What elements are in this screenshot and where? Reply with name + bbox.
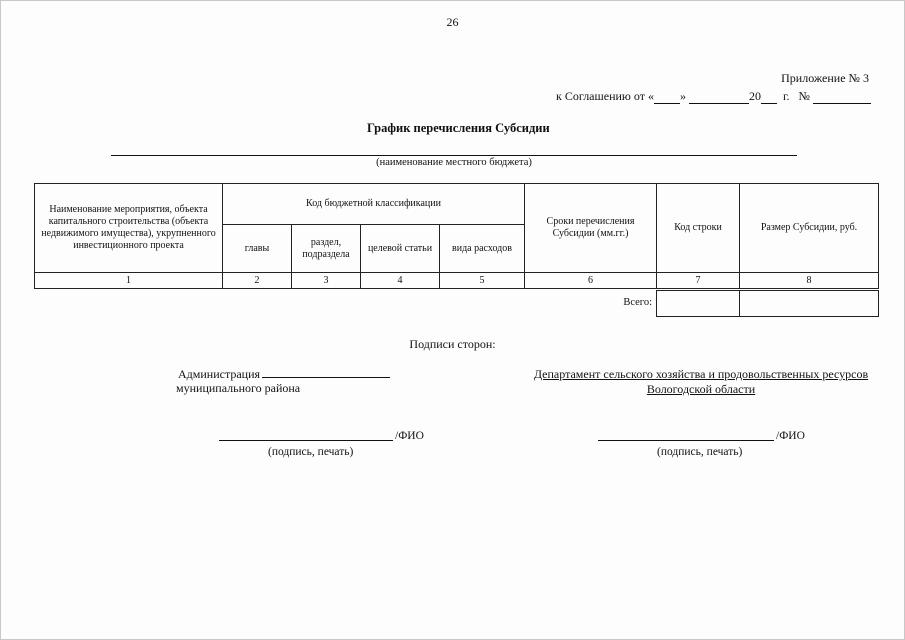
year-blank bbox=[761, 91, 777, 104]
page-number: 26 bbox=[446, 15, 459, 29]
header-event-name: Наименование мероприятия, объекта капитального строительства (объекта недвижимого имущества), укрупненного инвестиционного проекта bbox=[35, 184, 223, 273]
right-org-name: Департамент сельского хозяйства и продовольственных ресурсов Вологодской области bbox=[533, 367, 869, 396]
column-number: 5 bbox=[440, 273, 525, 289]
column-number: 3 bbox=[292, 273, 361, 289]
total-amount-cell bbox=[740, 291, 879, 317]
left-org-line1: Администрация bbox=[178, 367, 261, 381]
column-number: 7 bbox=[657, 273, 740, 289]
header-transfer-terms: Сроки перечисления Субсидии (мм.гг.) bbox=[525, 184, 657, 273]
left-signature-line bbox=[219, 440, 393, 441]
column-number-row bbox=[35, 273, 879, 289]
year-prefix: 20 bbox=[748, 89, 761, 103]
left-org-line2: муниципального района bbox=[176, 381, 301, 395]
left-signature-caption: (подпись, печать) bbox=[268, 446, 354, 458]
quote-close: » bbox=[679, 89, 686, 103]
schedule-table bbox=[34, 183, 879, 289]
signatures-title: Подписи сторон: bbox=[409, 337, 496, 351]
header-section: раздел, подраздела bbox=[292, 225, 361, 273]
number-sign: № bbox=[798, 89, 810, 103]
agreement-reference bbox=[556, 89, 871, 104]
header-subsidy-amount: Размер Субсидии, руб. bbox=[740, 184, 879, 273]
budget-name-caption: (наименование местного бюджета) bbox=[376, 157, 532, 168]
header-row-code: Код строки bbox=[657, 184, 740, 273]
header-expense-type: вида расходов bbox=[440, 225, 525, 273]
right-signature-line bbox=[598, 440, 774, 441]
agreement-prefix: к Соглашению от « bbox=[556, 89, 654, 103]
left-org-name-line bbox=[262, 377, 390, 378]
right-signature-caption: (подпись, печать) bbox=[657, 446, 743, 458]
header-chapter: главы bbox=[223, 225, 292, 273]
column-number: 4 bbox=[361, 273, 440, 289]
header-target-article: целевой статьи bbox=[361, 225, 440, 273]
total-row bbox=[656, 290, 879, 317]
right-fio-label: /ФИО bbox=[776, 430, 805, 442]
column-number: 8 bbox=[740, 273, 879, 289]
left-fio-label: /ФИО bbox=[395, 430, 424, 442]
year-suffix: г. bbox=[782, 89, 790, 103]
budget-name-line bbox=[111, 155, 797, 156]
header-budget-classification: Код бюджетной классификации bbox=[223, 184, 525, 225]
day-blank bbox=[654, 91, 680, 104]
annex-label: Приложение № 3 bbox=[781, 71, 869, 85]
total-label: Всего: bbox=[623, 297, 652, 308]
column-number: 6 bbox=[525, 273, 657, 289]
column-number: 1 bbox=[35, 273, 223, 289]
total-row-code-cell bbox=[657, 291, 740, 317]
month-blank bbox=[689, 91, 749, 104]
document-title: График перечисления Субсидии bbox=[367, 121, 550, 135]
number-blank bbox=[813, 91, 871, 104]
column-number: 2 bbox=[223, 273, 292, 289]
table-header-row bbox=[35, 184, 879, 225]
